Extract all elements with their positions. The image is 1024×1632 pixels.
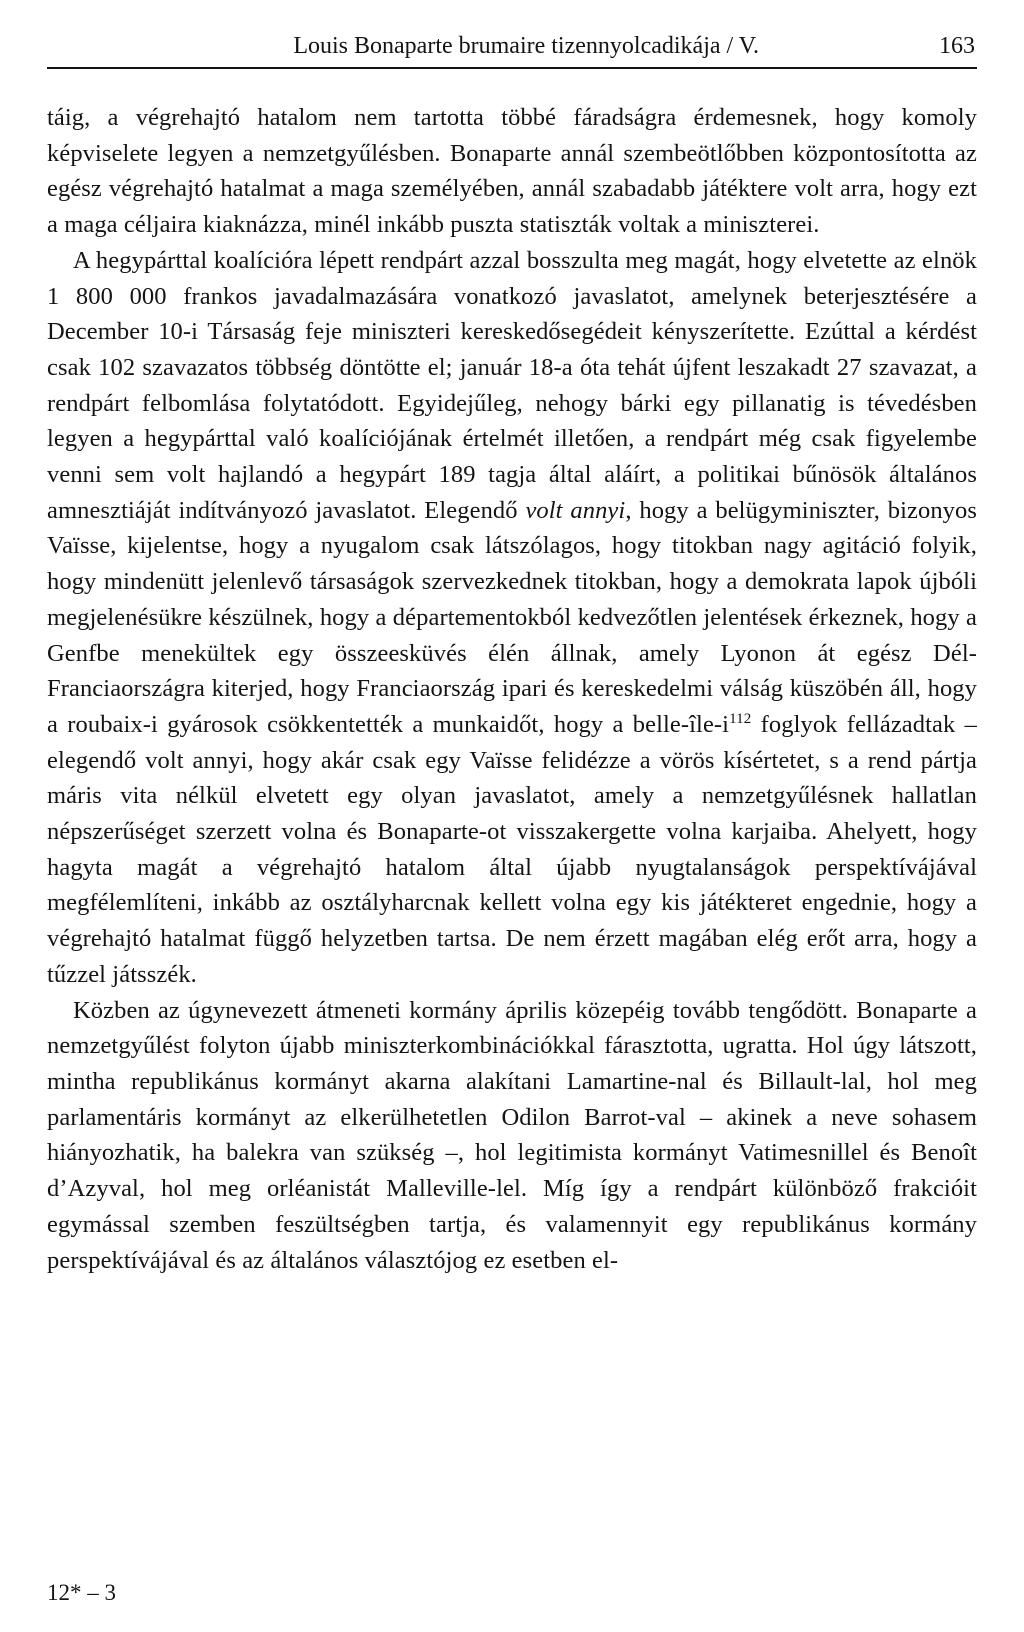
paragraph-3: Közben az úgynevezett átmeneti kormány április közepéig tovább tengődött. Bonaparte a nemzetgyűlést folyton újabb miniszterkombinációkkal fárasztotta, ugratta. Hol úgy látszott, mintha republikánus kormányt akarna alakítani Lamartine-nal és Billault-lal, hol meg parlamentáris kormányt az elkerülhetetlen Odilon Barrot-val – akinek a neve sohasem hiányozhatik, ha balekra van szükség –, hol legitimista kormányt Vatimesnillel és Benoît d’Azyval, hol meg orléanistát Malleville-lel. Míg így a rendpárt különböző frakcióit egymással szemben feszültségben tartja, és valamennyit egy republikánus kormány perspektívájával és az általános választójog ez esetben el- (47, 996, 977, 1274)
page-number: 163 (939, 33, 975, 59)
paragraph-1: táig, a végrehajtó hatalom nem tartotta többé fáradságra érdemesnek, hogy komoly képviselete legyen a nemzetgyűlésben. Bonaparte annál szembeötlőbben központosította az egész végrehajtó hatalmat a maga személyében, annál szabadabb játéktere volt arra, hogy ezt a maga céljaira kiaknázza, minél inkább puszta statiszták voltak a miniszterei. (47, 104, 977, 239)
paragraph-2-part-3: foglyok fellázadtak – elegendő volt annyi, hogy akár csak egy Vaïsse felidézze a vörös kísértetet, s a rend pártja máris vita nélkül elvetett egy olyan javaslatot, amely a nemzetgyűlésnek hallatlan népszerűséget szerzett volna és Bonaparte-ot visszakergette volna karjaiba. Ahelyett, hogy hagyta magát a végrehajtó hatalom által újabb nyugtalanságok perspektívájával megfélemlíteni, inkább az osztályharcnak kellett volna egy kis játékteret engednie, hogy a végrehajtó hatalmat függő helyzetben tartsa. De nem érzett magában elég erőt arra, hogy a tűzzel játsszék. (47, 710, 977, 988)
footnote-reference: 112 (729, 710, 752, 727)
running-title: Louis Bonaparte brumaire tizennyolcadikája / V. (293, 33, 759, 59)
paragraph-2 (47, 243, 977, 993)
printer-signature-mark: 12* – 3 (47, 1580, 116, 1605)
italic-emphasis: volt annyi (525, 496, 626, 524)
body-text (47, 100, 977, 1278)
paragraph-2-part-2: , hogy a belügyminiszter, bizonyos Vaïsse, kijelentse, hogy a nyugalom csak látszólagos, hogy titokban nagy agitáció folyik, hogy mindenütt jelenlevő társaságok szervezkednek titokban, hogy a demokrata lapok újbóli megjelenésükre készülnek, hogy a départementokból kedvezőtlen jelentések érkeznek, hogy a Genfbe menekültek egy összeesküvés élén állnak, amely Lyonon át egész Dél-Franciaországra kiterjed, hogy Franciaország ipari és kereskedelmi válság küszöbén áll, hogy a roubaix-i gyárosok csökkentették a munkaidőt, hogy a belle-île-i (47, 496, 978, 738)
paragraph-2-part-1: A hegypárttal koalícióra lépett rendpárt azzal bosszulta meg magát, hogy elvetette az elnök 1 800 000 frankos javadalmazására vonatkozó javaslatot, amelynek beterjesztésére a December 10-i Társaság feje miniszteri kereskedősegédeit kényszerítette. Ezúttal a kérdést csak 102 szavazatos többség döntötte el; január 18-a óta tehát újfent leszakadt 27 szavazat, a rendpárt felbomlása folytatódott. Egyidejűleg, nehogy bárki egy pillanatig is tévedésben legyen a hegypárttal való koalíciójának értelmét illetően, a rendpárt még csak figyelembe venni sem volt hajlandó a hegypárt 189 tagja által aláírt, a politikai bűnösök általános amnesztiáját indítványozó javaslatot. Elegendő (47, 246, 977, 524)
header-rule (47, 67, 977, 69)
running-head (47, 30, 977, 62)
book-page (47, 0, 977, 1632)
